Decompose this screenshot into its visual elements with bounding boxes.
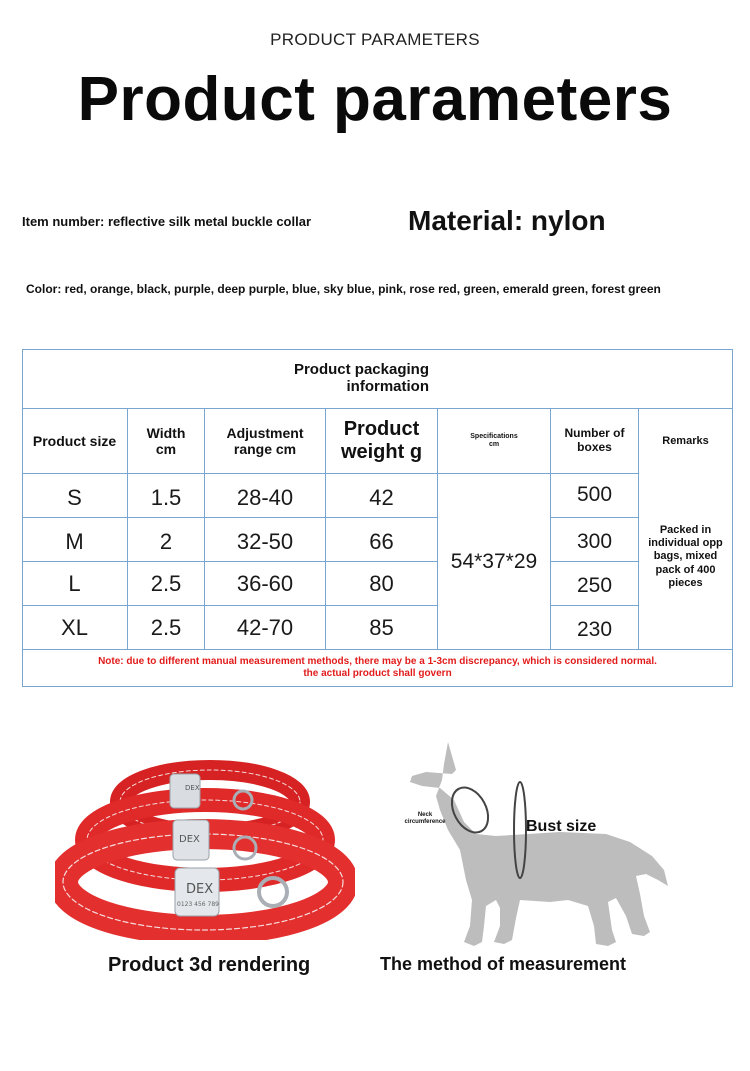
measurement-note [22, 656, 733, 680]
cell-specifications: 54*37*29 [450, 549, 538, 573]
cell-width: 2.5 [150, 615, 182, 640]
header-remarks: Remarks [662, 434, 709, 447]
cell-size: M [65, 529, 84, 554]
cell-size: XL [61, 615, 88, 640]
bust-size-label: Bust size [526, 818, 597, 835]
color-list: Color: red, orange, black, purple, deep purple, blue, sky blue, pink, rose red, green, emerald green, forest green [26, 282, 661, 296]
neck-circumference-label: Neck circumference [404, 812, 446, 825]
cell-width: 2 [159, 529, 173, 554]
tag-name-medium: DEX [179, 834, 200, 845]
header-number-of-boxes: Number of boxes [564, 426, 625, 454]
cell-width: 2.5 [150, 571, 182, 596]
header-adjustment-range: Adjustment range cm [226, 424, 304, 457]
measurement-method-caption: The method of measurement [380, 954, 627, 974]
dog-silhouette-image [400, 730, 680, 955]
collar-rendering-image [55, 760, 355, 940]
header-product-weight: Product weight g [340, 418, 423, 463]
note-line-1: Note: due to different manual measurement methods, there may be a 1-3cm discrepancy, which is considered normal. [98, 656, 657, 667]
cell-weight: 66 [369, 529, 394, 554]
cell-weight: 80 [369, 571, 394, 596]
tag-name-small: DEX [185, 784, 200, 792]
cell-adjustment: 28-40 [236, 485, 294, 510]
cell-adjustment: 32-50 [236, 529, 294, 554]
packaging-info-title: Product packaging information [293, 361, 429, 396]
cell-boxes: 250 [576, 574, 613, 597]
cell-weight: 85 [369, 615, 394, 640]
note-line-2: the actual product shall govern [303, 668, 452, 679]
cell-boxes: 230 [576, 618, 613, 641]
header-product-size: Product size [32, 432, 117, 449]
product-rendering-caption: Product 3d rendering [108, 954, 311, 976]
cell-boxes: 500 [576, 483, 613, 506]
cell-remarks: Packed in individual opp bags, mixed pack of 400 pieces [648, 524, 723, 589]
page-subtitle: PRODUCT PARAMETERS [270, 30, 480, 49]
tag-name-large: DEX [186, 882, 214, 897]
header-specifications: Specifications cm [470, 432, 518, 448]
cell-size: L [68, 571, 81, 596]
cell-weight: 42 [369, 485, 394, 510]
cell-boxes: 300 [576, 530, 613, 553]
cell-size: S [67, 485, 82, 510]
spec-table [22, 349, 733, 687]
item-number: Item number: reflective silk metal buckle collar [22, 214, 312, 229]
cell-adjustment: 36-60 [236, 571, 294, 596]
header-width: Width cm [146, 424, 186, 457]
cell-width: 1.5 [150, 485, 182, 510]
page-title: Product parameters [77, 65, 673, 134]
material: Material: nylon [408, 205, 606, 236]
cell-adjustment: 42-70 [236, 615, 294, 640]
tag-phone: 0123 456 789 [177, 901, 219, 908]
